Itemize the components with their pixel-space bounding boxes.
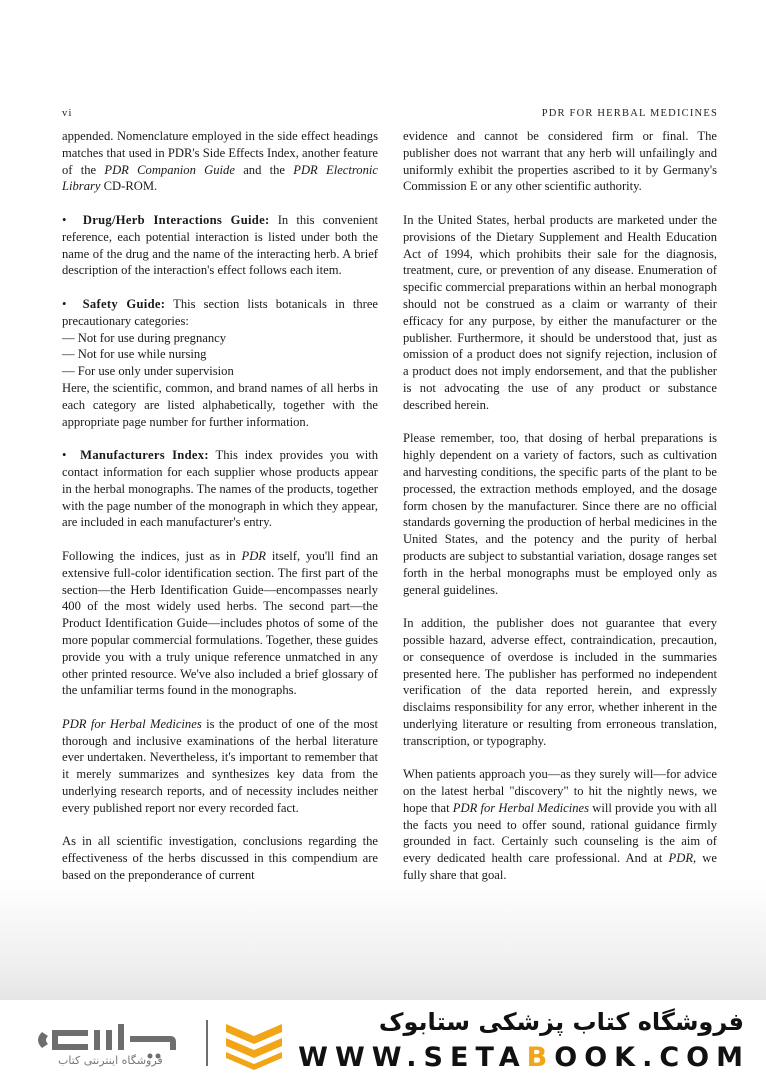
logo-caption: فروشگاه اینترنتی کتاب [58,1054,163,1067]
store-name: فروشگاه کتاب پزشکی ستابوک [378,1008,744,1036]
right-column [403,128,717,901]
bullet: • [62,448,67,463]
paragraph: In addition, the publisher does not guarantee that every possible hazard, adverse effect, contraindication, precaution, or consequence of overdose is included in the summaries presented here. The publisher has performed no independent verification of the data reported herein, and expressly disclaims responsibility for any error, whether inherent in the underlying literature or resulting from erroneous translation, transcription, or typography. [403,616,717,748]
paragraph: When patients approach you—as they surely will—for advice on the latest herbal "discovery" to hit the nightly news, we hope that PDR for Herbal Medicines will provide you with all the facts you need to offer sound, rational guidance firmly grounded in fact. Certainly such counseling is the aim of every dedicated health care professional. And at PDR, we fully share that goal. [403,767,717,883]
running-header [62,108,718,119]
section-heading: Manufacturers Index: [80,448,209,463]
paragraph: Please remember, too, that dosing of herbal preparations is highly dependent on a variety of factors, such as cultivation and harvesting conditions, the specific parts of the plant to be processed, the extraction methods employed, and the dosage form chosen by the manufacturer. Since there are no official standards governing the production of herbal medicines in the United States, and the potency and the purity of herbal products are subject to substantial variation, dosage ranges set forth in the herbal monographs must be employed only as general guidelines. [403,431,717,597]
page-number: vi [62,108,73,119]
bullet: • [62,212,67,227]
list-item: — For use only under supervision [62,364,234,379]
list-item: — Not for use while nursing [62,347,207,362]
running-title: PDR FOR HERBAL MEDICINES [541,108,718,119]
paragraph: As in all scientific investigation, conclusions regarding the effectiveness of the herbs discussed in this compendium are based on the preponderance of current [62,834,378,883]
paragraph-manufacturers-index: • Manufacturers Index: This index provides you with contact information for each supplier whose products appear in the herbal monographs. The names of the products, together with the page number of the monograph in which they appear, are included in each manufacturer's entry. [62,448,378,530]
watermark-footer [0,1000,766,1080]
paragraph: PDR for Herbal Medicines is the product of one of the most thorough and inclusive examinations of the herbal literature ever undertaken. Nevertheless, it's important to remember that it merely summarizes and synthesizes key data from the underlying research reports, and of necessity includes neither every published report nor every recorded fact. [62,716,378,815]
bullet: • [62,296,67,311]
list-item: — Not for use during pregnancy [62,330,227,345]
left-column [62,128,378,901]
store-url: WWW.SETABOOK.COM [298,1042,750,1073]
paragraph: Following the indices, just as in PDR itself, you'll find an extensive full-color identification section. The first part of the section—the Herb Identification Guide—encompasses nearly 400 of the most widely used herbs. The second part—the Product Identification Guide—includes photos of some of the more popular commercial formulations. Together, these guides provide you with a truly unique reference unmatched in any other printed resource. We've also included a brief glossary of the unfamiliar terms found in the monographs. [62,548,378,698]
paragraph: Here, the scientific, common, and brand names of all herbs in each category are listed alphabetically, together with the appropriate page number for further information. [62,380,378,429]
section-heading: Drug/Herb Interactions Guide: [82,212,270,227]
paragraph: In the United States, herbal products are marketed under the provisions of the Dietary Supplement and Health Education Act of 1994, which prohibits their sale for the diagnosis, treatment, cure, or prevention of any disease. Enumeration of specific commercial preparations within an herbal monograph should not be construed as a claim or warranty of their efficacy for any purpose, by either the manufacturer or the publisher. Furthermore, it should be understood that, just as omission of a product does not signify rejection, inclusion of a product does not imply endorsement, and that the publisher is not advocating the use of any product or substance described herein. [403,212,717,412]
section-heading: Safety Guide: [82,296,166,311]
paragraph-drug-herb-interactions: • Drug/Herb Interactions Guide: In this convenient reference, each potential interaction is listed under both the name of the drug and the name of the interacting herb. A brief description of the interaction's effect follows each item. [62,212,379,278]
paragraph: appended. Nomenclature employed in the side effect headings matches that used in PDR's Side Effects Index, another feature of the PDR Companion Guide and the PDR Electronic Library CD-ROM. [62,129,378,194]
paragraph-safety-guide: • Safety Guide: This section lists botanicals in three precautionary categories: — Not for use during pregnancy — Not for use while nursing — For use only under supervision [62,296,379,379]
paragraph: evidence and cannot be considered firm or final. The publisher does not warrant that any herb will unfailingly and uniformly exhibit the properties ascribed to it by Germany's Commission E or any other scientific authority. [403,129,717,194]
